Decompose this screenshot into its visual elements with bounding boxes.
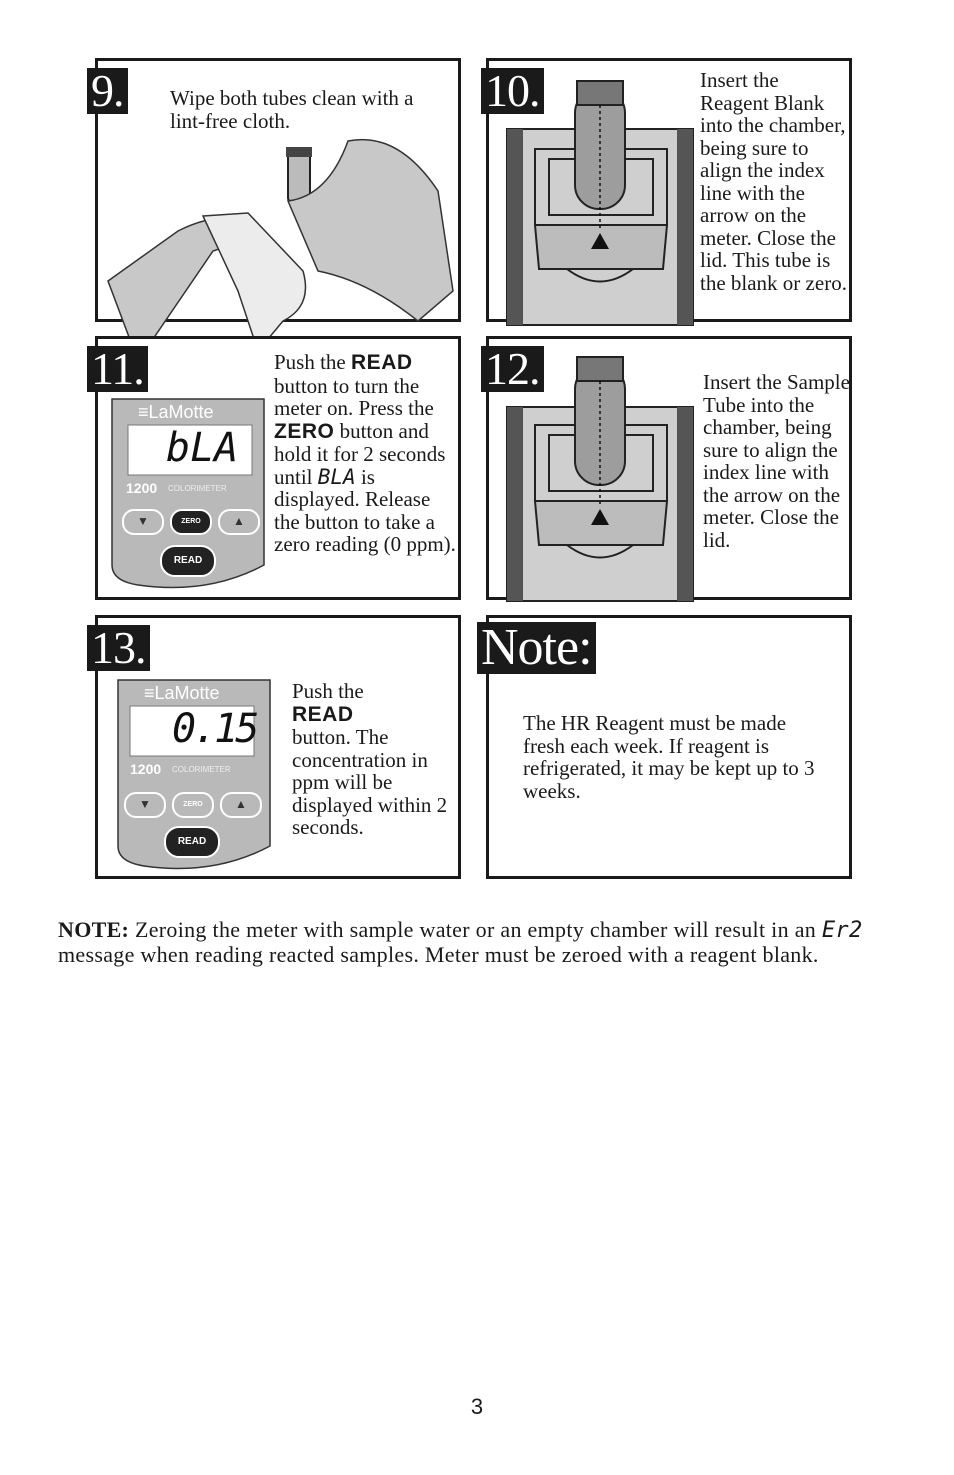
zero-keyword: ZERO (274, 419, 335, 443)
meter-display-readout: bLA (166, 425, 239, 471)
step-10-text: Insert the Reagent Blank into the chamber, being sure to align the index line with the arrow on the meter. Close the lid. This tube is the blank or zero. (700, 68, 847, 295)
zero-button[interactable]: ZERO (172, 792, 214, 818)
model-number: 1200 (126, 480, 158, 496)
step-12-panel (486, 336, 852, 600)
meter-faceplate-step-13 (114, 676, 274, 872)
step-13-panel (91, 615, 461, 879)
footnote-text-2: message when reading reacted samples. Meter must be zeroed with a reagent blank. (58, 942, 819, 967)
down-arrow-button[interactable] (122, 509, 164, 535)
model-label: COLORIMETER (172, 765, 231, 774)
step-11-number: 11. (87, 346, 148, 392)
note-panel (481, 615, 852, 879)
model-number: 1200 (130, 761, 162, 777)
step-11-text-3: button and hold it for 2 seconds until (274, 418, 446, 489)
step-11-text-4: is displayed. Release the button to take a zero reading (0 ppm). (274, 464, 456, 556)
note-title: Note: (477, 622, 596, 674)
read-button[interactable]: READ (160, 545, 216, 577)
meter-chamber-sample-illustration (503, 355, 703, 617)
step-13-text-1: Push the (292, 679, 364, 703)
page-number: 3 (470, 1394, 484, 1419)
zero-button[interactable]: ZERO (170, 509, 212, 535)
step-9-number: 9. (87, 68, 128, 114)
step-11-panel (91, 336, 461, 600)
step-11-text (274, 351, 456, 556)
read-keyword: READ (292, 702, 354, 726)
er2-code: Er2 (821, 918, 863, 943)
step-10-panel (486, 58, 852, 322)
bla-display-code: BLA (317, 464, 356, 489)
down-arrow-button[interactable] (124, 792, 166, 818)
down-arrow-icon: ▼ (137, 514, 149, 528)
note-text: The HR Reagent must be made fresh each week. If reagent is refrigerated, it may be kept up to 3 weeks. (523, 711, 815, 803)
read-keyword: READ (351, 351, 413, 374)
step-12-text: Insert the Sample Tube into the chamber, being sure to align the index line with the arrow on the meter. Close the lid. (703, 370, 850, 552)
footnote-label: NOTE: (58, 917, 130, 942)
up-arrow-icon: ▲ (233, 514, 245, 528)
wipe-tube-illustration (98, 121, 458, 321)
step-13-number: 13. (87, 625, 150, 671)
step-13-text-2: button. The concentration in ppm will be displayed within 2 seconds. (292, 725, 448, 839)
step-11-text-1: Push the (274, 350, 352, 374)
model-label: COLORIMETER (168, 484, 227, 493)
footnote-text-1: Zeroing the meter with sample water or an empty chamber will result in an (129, 917, 822, 942)
step-9-panel (91, 58, 461, 322)
meter-faceplate-step-11 (108, 395, 268, 591)
step-11-text-2: button to turn the meter on. Press the (274, 373, 434, 420)
step-13-text (292, 680, 452, 839)
lamotte-logo-icon: ≡LaMotte (138, 402, 214, 422)
footnote (58, 918, 888, 967)
step-12-number: 12. (481, 346, 544, 392)
down-arrow-icon: ▼ (139, 797, 151, 811)
read-button[interactable]: READ (164, 826, 220, 858)
lamotte-logo-icon: ≡LaMotte (144, 683, 220, 703)
up-arrow-icon: ▲ (235, 797, 247, 811)
up-arrow-button[interactable] (218, 509, 260, 535)
meter-chamber-blank-illustration (503, 79, 703, 341)
up-arrow-button[interactable] (220, 792, 262, 818)
step-10-number: 10. (481, 68, 544, 114)
step-9-text: Wipe both tubes clean with a lint-free cloth. (170, 86, 414, 133)
meter-display-readout: 0.15 (172, 706, 257, 752)
